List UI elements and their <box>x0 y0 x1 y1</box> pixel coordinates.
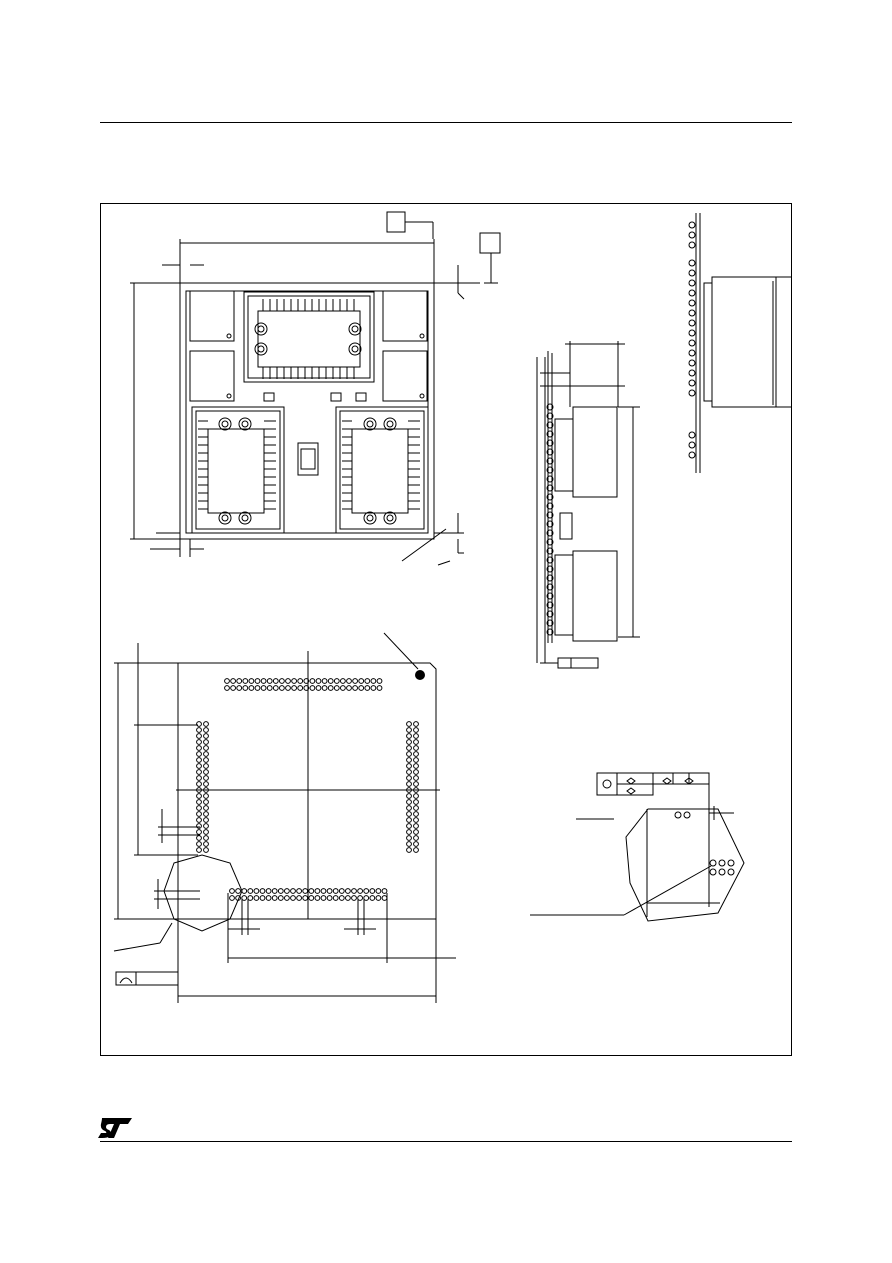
solder-ball <box>315 889 320 894</box>
solder-ball <box>364 896 369 901</box>
solder-ball <box>407 770 412 775</box>
solder-ball <box>230 896 235 901</box>
solder-ball <box>370 889 375 894</box>
solder-ball <box>243 686 248 691</box>
solder-ball <box>414 728 419 733</box>
solder-ball <box>334 679 339 684</box>
solder-ball <box>407 824 412 829</box>
solder-ball <box>407 830 412 835</box>
solder-ball <box>267 679 272 684</box>
solder-ball <box>346 896 351 901</box>
solder-ball <box>414 848 419 853</box>
solder-ball <box>204 722 209 727</box>
solder-ball <box>322 686 327 691</box>
solder-ball <box>242 896 247 901</box>
solder-ball <box>303 896 308 901</box>
solder-ball <box>230 889 235 894</box>
solder-ball <box>236 889 241 894</box>
solder-ball <box>414 812 419 817</box>
solder-ball <box>407 776 412 781</box>
solder-ball <box>197 752 202 757</box>
solder-ball <box>352 889 357 894</box>
solder-ball <box>197 740 202 745</box>
header-rule <box>100 122 792 123</box>
solder-ball <box>278 889 283 894</box>
solder-ball <box>197 746 202 751</box>
solder-ball <box>204 836 209 841</box>
solder-ball <box>315 896 320 901</box>
solder-ball <box>204 812 209 817</box>
solder-ball <box>341 686 346 691</box>
solder-ball <box>359 679 364 684</box>
solder-ball <box>273 679 278 684</box>
figure-frame <box>101 204 792 1056</box>
solder-ball <box>278 896 283 901</box>
solder-ball <box>316 686 321 691</box>
solder-ball <box>197 770 202 775</box>
solder-ball <box>414 842 419 847</box>
solder-ball <box>376 889 381 894</box>
solder-ball <box>231 686 236 691</box>
solder-ball <box>414 782 419 787</box>
solder-ball <box>322 679 327 684</box>
solder-ball <box>204 758 209 763</box>
solder-ball <box>254 896 259 901</box>
solder-ball <box>365 679 370 684</box>
solder-ball <box>225 679 230 684</box>
side-view-lower-block <box>573 551 617 641</box>
solder-ball <box>291 896 296 901</box>
solder-ball <box>407 836 412 841</box>
solder-ball <box>341 679 346 684</box>
solder-ball <box>297 889 302 894</box>
solder-ball <box>414 794 419 799</box>
solder-ball <box>197 836 202 841</box>
left-lower-connector <box>192 407 284 533</box>
solder-ball <box>204 842 209 847</box>
top-view <box>130 212 500 565</box>
bottom-view-outline <box>178 663 436 919</box>
solder-ball <box>204 734 209 739</box>
solder-ball <box>339 889 344 894</box>
solder-ball <box>414 830 419 835</box>
solder-ball <box>292 686 297 691</box>
solder-ball <box>280 679 285 684</box>
solder-ball <box>248 896 253 901</box>
solder-ball <box>407 740 412 745</box>
solder-ball <box>414 824 419 829</box>
side-view-tolerance-frame <box>558 658 598 668</box>
solder-ball <box>358 889 363 894</box>
solder-ball <box>371 686 376 691</box>
solder-ball <box>414 800 419 805</box>
solder-ball <box>297 896 302 901</box>
solder-ball <box>316 679 321 684</box>
solder-ball <box>197 824 202 829</box>
solder-ball <box>346 889 351 894</box>
solder-ball <box>303 889 308 894</box>
solder-ball <box>352 896 357 901</box>
solder-ball <box>204 770 209 775</box>
solder-ball <box>321 896 326 901</box>
solder-ball <box>267 686 272 691</box>
solder-ball <box>333 896 338 901</box>
solder-ball <box>285 896 290 901</box>
solder-ball <box>376 896 381 901</box>
solder-ball <box>197 722 202 727</box>
solder-ball <box>249 679 254 684</box>
st-logo <box>98 1116 134 1140</box>
solder-ball <box>204 794 209 799</box>
solder-ball <box>328 679 333 684</box>
solder-ball <box>197 806 202 811</box>
solder-ball <box>382 896 387 901</box>
solder-ball <box>407 806 412 811</box>
solder-ball <box>407 746 412 751</box>
solder-ball <box>266 896 271 901</box>
solder-ball <box>327 889 332 894</box>
solder-ball <box>327 896 332 901</box>
solder-ball <box>414 776 419 781</box>
solder-ball <box>359 686 364 691</box>
side-view-upper-block <box>573 407 617 497</box>
solder-ball <box>414 740 419 745</box>
solder-ball <box>414 806 419 811</box>
solder-ball <box>309 896 314 901</box>
solder-ball <box>197 830 202 835</box>
solder-ball <box>407 752 412 757</box>
solder-ball <box>266 889 271 894</box>
end-view-balls <box>689 222 695 458</box>
solder-ball <box>286 679 291 684</box>
footer-rule <box>100 1141 792 1142</box>
solder-ball <box>243 679 248 684</box>
solder-ball <box>285 889 290 894</box>
solder-ball <box>204 740 209 745</box>
solder-ball <box>197 818 202 823</box>
solder-ball <box>347 679 352 684</box>
solder-ball <box>339 896 344 901</box>
solder-ball <box>261 686 266 691</box>
solder-ball <box>204 824 209 829</box>
solder-ball <box>197 842 202 847</box>
solder-ball <box>364 889 369 894</box>
solder-ball <box>249 686 254 691</box>
solder-ball <box>407 794 412 799</box>
solder-ball <box>407 734 412 739</box>
solder-ball <box>237 679 242 684</box>
solder-ball <box>204 800 209 805</box>
solder-ball <box>255 679 260 684</box>
solder-ball <box>197 794 202 799</box>
solder-ball <box>407 818 412 823</box>
solder-ball <box>309 889 314 894</box>
datum-box-b <box>480 233 500 253</box>
solder-ball <box>328 686 333 691</box>
solder-ball <box>407 764 412 769</box>
solder-ball <box>197 848 202 853</box>
solder-ball <box>225 686 230 691</box>
right-lower-connector <box>336 407 428 533</box>
solder-ball <box>204 830 209 835</box>
solder-ball <box>407 758 412 763</box>
solder-ball <box>197 758 202 763</box>
solder-ball <box>291 889 296 894</box>
solder-ball <box>260 889 265 894</box>
solder-ball <box>414 758 419 763</box>
solder-ball <box>414 818 419 823</box>
solder-ball <box>197 734 202 739</box>
solder-ball <box>292 679 297 684</box>
solder-ball <box>347 686 352 691</box>
solder-ball <box>204 818 209 823</box>
solder-ball <box>272 896 277 901</box>
solder-ball <box>286 686 291 691</box>
solder-ball <box>407 728 412 733</box>
solder-ball <box>414 764 419 769</box>
solder-ball <box>255 686 260 691</box>
solder-ball <box>204 746 209 751</box>
end-view <box>689 213 792 473</box>
solder-ball <box>280 686 285 691</box>
solder-ball <box>204 752 209 757</box>
solder-ball <box>407 782 412 787</box>
solder-ball <box>272 889 277 894</box>
solder-ball <box>298 686 303 691</box>
solder-ball <box>371 679 376 684</box>
mechanical-drawing-figure <box>100 203 792 1056</box>
solder-ball <box>333 889 338 894</box>
solder-ball <box>414 770 419 775</box>
solder-ball <box>414 836 419 841</box>
solder-ball <box>273 686 278 691</box>
bottom-view <box>114 633 456 1003</box>
solder-ball <box>353 679 358 684</box>
solder-ball <box>414 734 419 739</box>
solder-ball <box>197 812 202 817</box>
solder-ball <box>260 896 265 901</box>
solder-ball <box>204 764 209 769</box>
solder-ball <box>407 722 412 727</box>
solder-ball <box>310 686 315 691</box>
end-view-block <box>712 277 776 407</box>
solder-ball <box>414 722 419 727</box>
solder-ball <box>377 679 382 684</box>
solder-ball <box>254 889 259 894</box>
solder-ball <box>370 896 375 901</box>
solder-ball <box>365 686 370 691</box>
pin1-marker <box>415 670 425 680</box>
side-view <box>537 341 640 668</box>
solder-ball <box>204 806 209 811</box>
solder-ball <box>407 842 412 847</box>
solder-ball <box>407 848 412 853</box>
solder-ball <box>197 782 202 787</box>
solder-ball <box>197 776 202 781</box>
solder-ball <box>414 746 419 751</box>
solder-ball <box>261 679 266 684</box>
solder-ball <box>321 889 326 894</box>
solder-ball <box>204 776 209 781</box>
solder-ball <box>197 728 202 733</box>
solder-ball <box>407 812 412 817</box>
solder-ball <box>231 679 236 684</box>
solder-ball <box>334 686 339 691</box>
solder-ball <box>382 889 387 894</box>
datum-box-a <box>387 212 405 232</box>
solder-ball <box>310 679 315 684</box>
solder-ball <box>377 686 382 691</box>
solder-ball <box>237 686 242 691</box>
solder-ball <box>204 848 209 853</box>
solder-ball <box>204 782 209 787</box>
solder-ball <box>197 800 202 805</box>
solder-ball <box>414 752 419 757</box>
solder-ball <box>197 764 202 769</box>
solder-ball <box>204 728 209 733</box>
detail-view <box>530 773 744 921</box>
solder-ball <box>248 889 253 894</box>
solder-ball <box>298 679 303 684</box>
solder-ball <box>353 686 358 691</box>
solder-ball <box>407 800 412 805</box>
